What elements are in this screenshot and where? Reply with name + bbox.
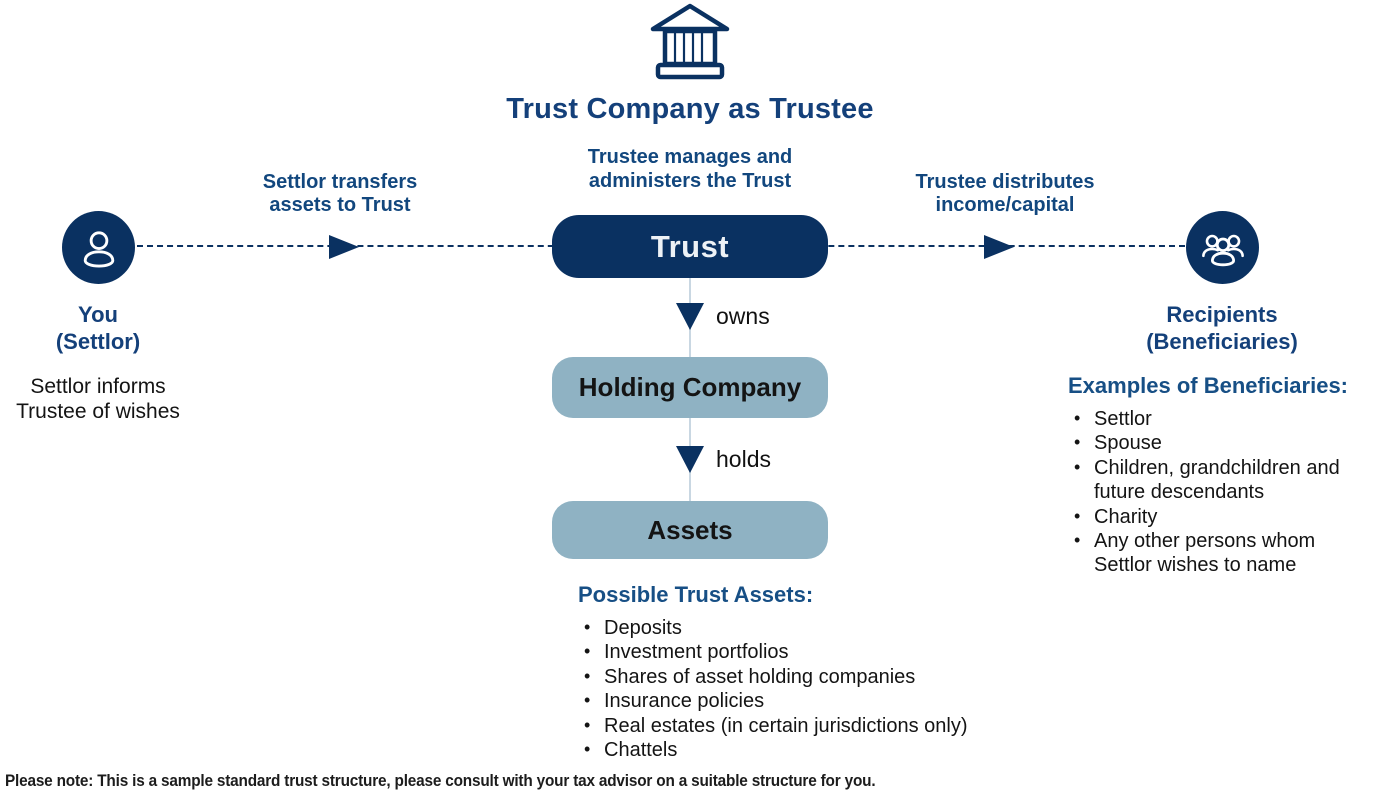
recipients-avatar <box>1186 211 1259 284</box>
list-item: • Real estates (in certain jurisdictions only) <box>578 714 1038 738</box>
settlor-label <box>0 301 218 355</box>
settlor-note-line1: Settlor informs <box>30 375 166 398</box>
flow-label-trustee-distributes <box>875 171 1135 217</box>
flow-left-line1: Settlor transfers <box>262 171 418 193</box>
beneficiaries-examples-section <box>1068 373 1360 578</box>
node-holding-company: Holding Company <box>552 357 828 418</box>
list-item: • Insurance policies <box>578 689 1038 713</box>
list-item: • Charity <box>1068 505 1360 529</box>
node-trust: Trust <box>552 215 828 278</box>
flow-label-settlor-transfers <box>210 171 470 217</box>
recipients-name: Recipients <box>1166 302 1278 327</box>
list-item: • Shares of asset holding companies <box>578 665 1038 689</box>
settlor-avatar <box>62 211 135 284</box>
list-item: • Spouse <box>1068 431 1360 455</box>
people-group-icon <box>1199 224 1247 272</box>
disclaimer-note: Please note: This is a sample standard trust structure, please consult with your tax advisor on a suitable structure for you. <box>5 772 876 790</box>
holds-label: holds <box>716 446 771 472</box>
list-item: • Deposits <box>578 616 1038 640</box>
flow-arrowhead-left <box>329 235 359 259</box>
flow-right-line1: Trustee distributes <box>915 171 1095 193</box>
list-item: • Investment portfolios <box>578 640 1038 664</box>
list-item: • Children, grandchildren and future descendants <box>1068 456 1360 505</box>
beneficiaries-list <box>1068 407 1360 578</box>
settlor-note <box>0 374 218 424</box>
assets-list <box>578 616 1038 762</box>
page-title: Trust Company as Trustee <box>506 93 874 125</box>
recipients-role: (Beneficiaries) <box>1146 329 1298 354</box>
recipients-label <box>1102 301 1342 355</box>
flow-arrowhead-right <box>984 235 1014 259</box>
owns-label: owns <box>716 303 770 329</box>
beneficiaries-list-heading: Examples of Beneficiaries: <box>1068 373 1349 398</box>
settlor-note-line2: Trustee of wishes <box>16 400 180 423</box>
trustee-role-line1: Trustee manages and <box>587 146 793 168</box>
assets-list-heading: Possible Trust Assets: <box>578 582 814 607</box>
trustee-role-label <box>490 145 890 193</box>
bank-building-icon <box>648 2 732 86</box>
holds-arrowhead <box>676 446 704 473</box>
list-item: • Any other persons whom Settlor wishes to name <box>1068 529 1360 578</box>
trustee-role-line2: administers the Trust <box>588 170 792 192</box>
node-assets: Assets <box>552 501 828 559</box>
settlor-name: You <box>78 302 118 327</box>
flow-left-line2: assets to Trust <box>269 194 411 216</box>
owns-arrowhead <box>676 303 704 330</box>
list-item: • Settlor <box>1068 407 1360 431</box>
possible-trust-assets-section <box>578 582 1038 762</box>
person-icon <box>76 225 122 271</box>
flow-right-line2: income/capital <box>935 194 1075 216</box>
settlor-role: (Settlor) <box>55 329 141 354</box>
list-item: • Chattels <box>578 738 1038 762</box>
